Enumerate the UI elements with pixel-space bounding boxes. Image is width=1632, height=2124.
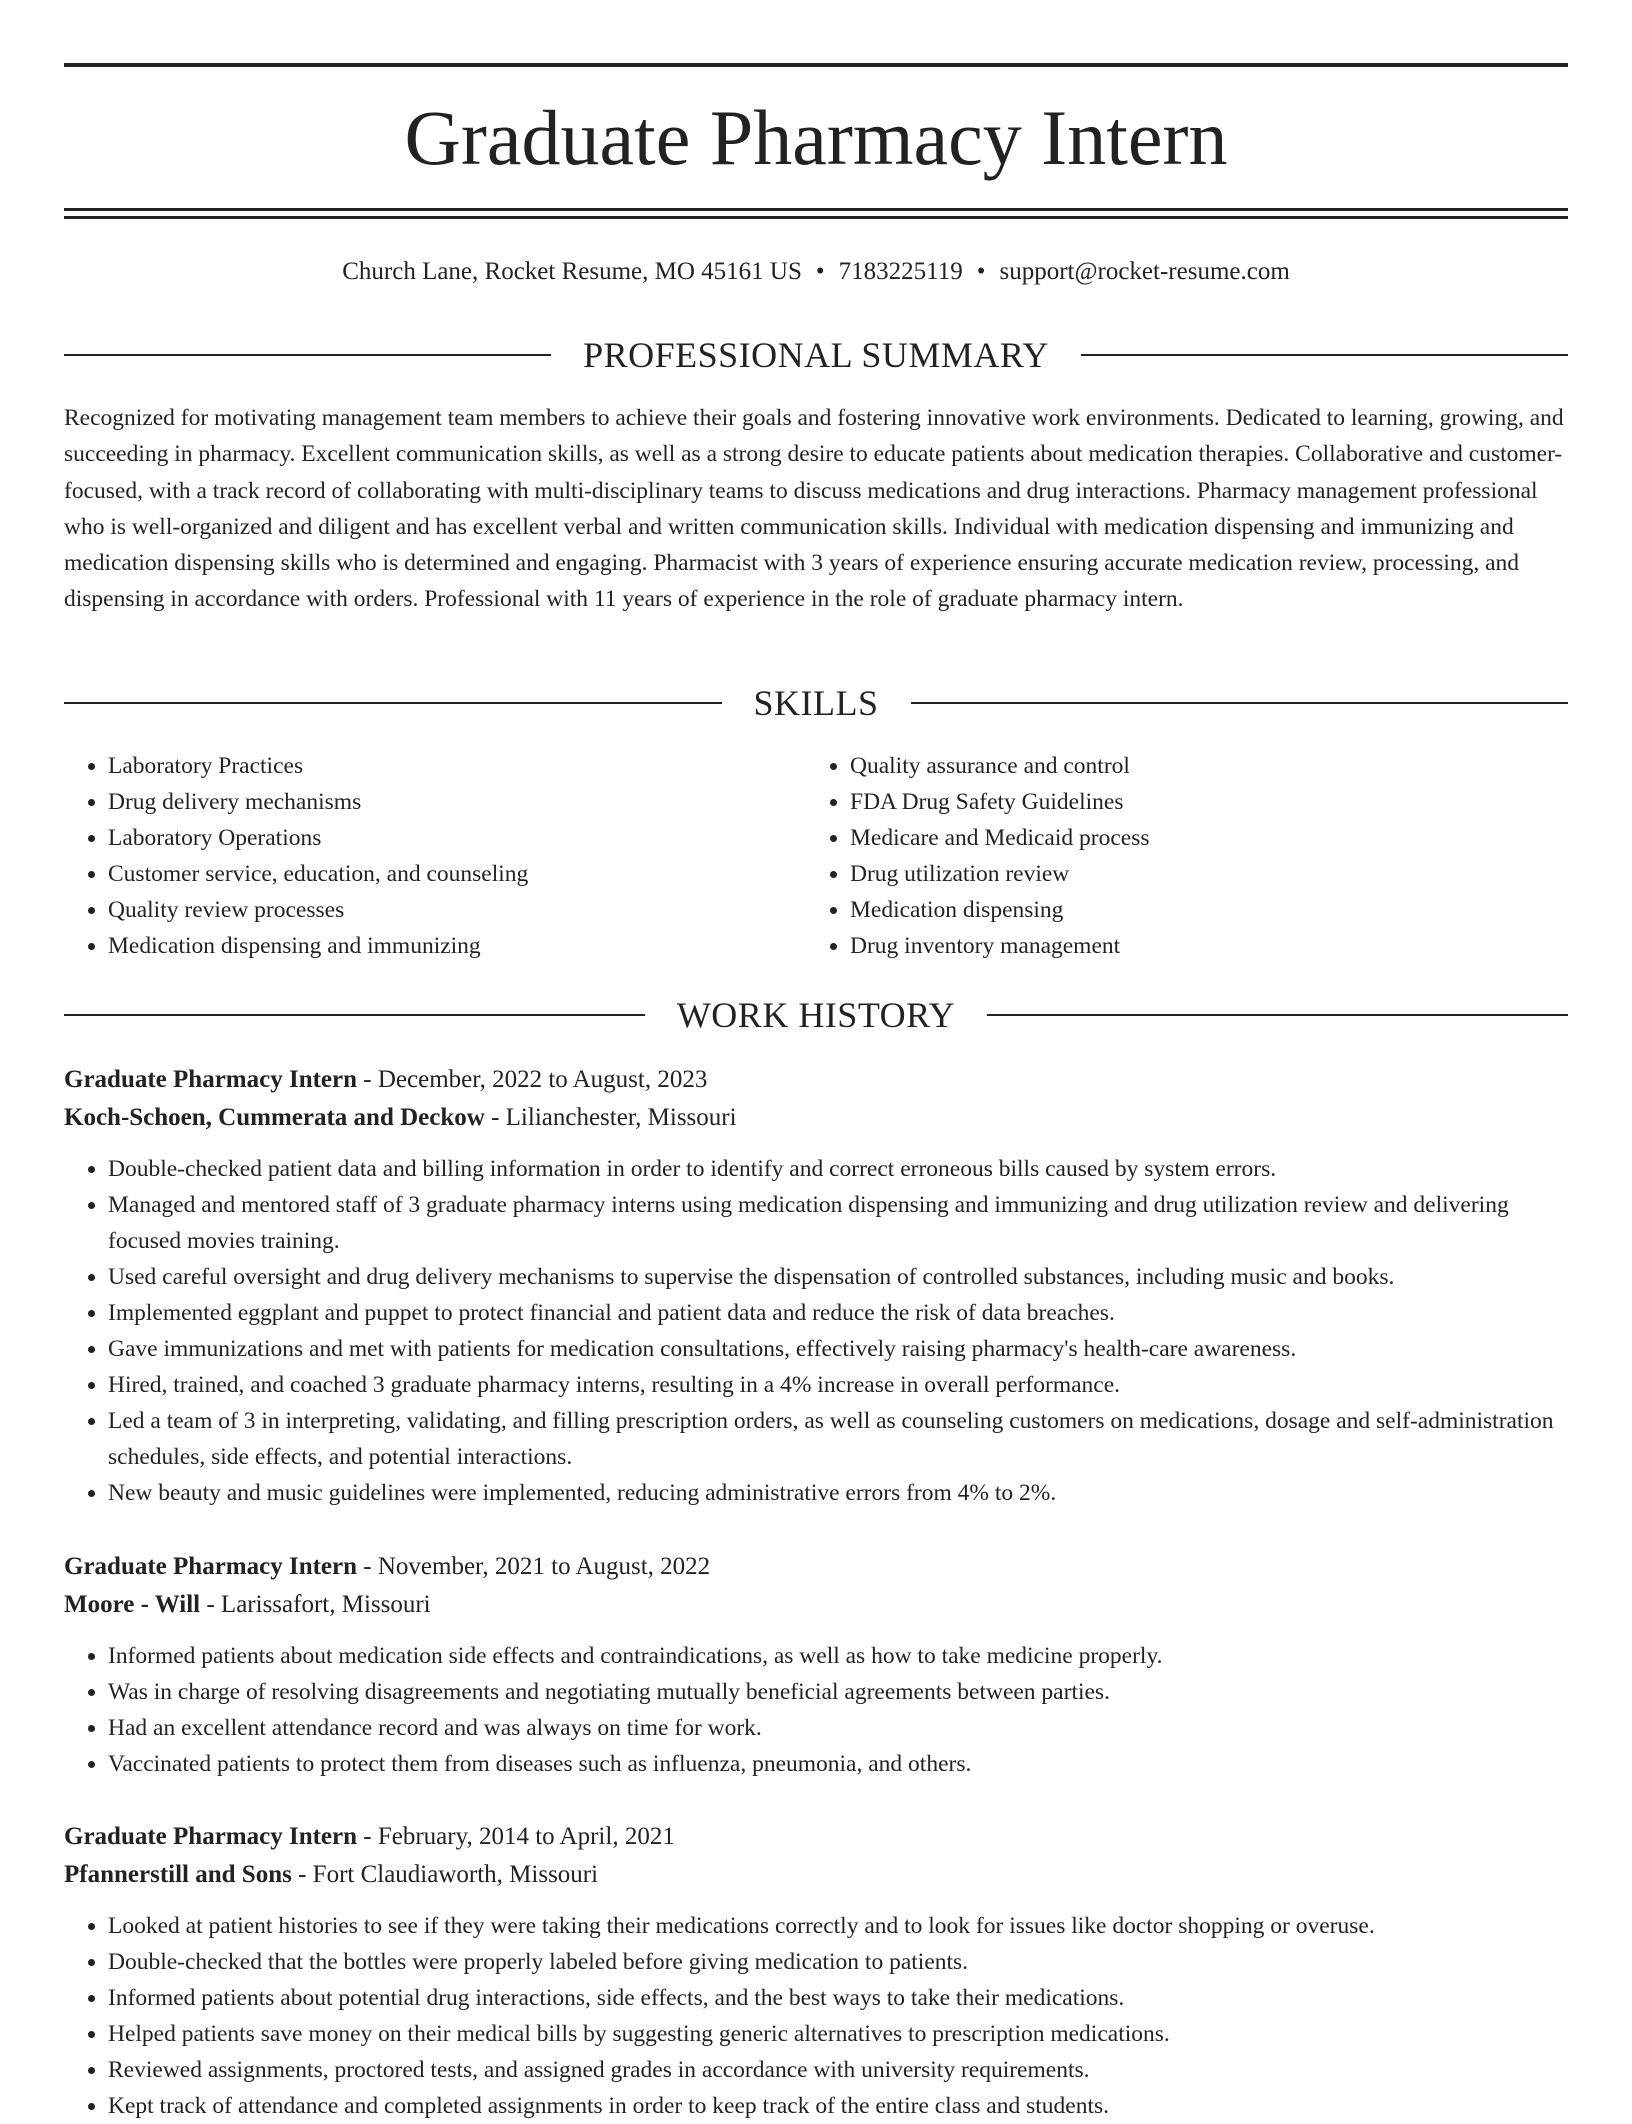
skills-heading: SKILLS <box>753 683 879 723</box>
professional-summary: Recognized for motivating management team members to achieve their goals and fostering innovative work environments. Dedicated to learning, growing, and succeeding in pharmacy. Excellent communication skills, as well as a strong desire to educate patients about medication therapies. Collaborative and customer-focused, with a track record of collaborating with multi-disciplinary teams to discuss medications and drug interactions. Pharmacy management professional who is well-organized and diligent and has excellent verbal and written communication skills. Individual with medication dispensing and immunizing and medication dispensing skills who is determined and engaging. Pharmacist with 3 years of experience ensuring accurate medication review, processing, and dispensing in accordance with orders. Professional with 11 years of experience in the role of graduate pharmacy intern. <box>64 405 1564 613</box>
contact-address: Church Lane, Rocket Resume, MO 45161 US <box>342 258 802 285</box>
job-location: - Larissafort, Missouri <box>200 1591 431 1618</box>
job-bullet: • Was in charge of resolving disagreements and negotiating mutually beneficial agreements between parties. <box>108 1674 1568 1710</box>
skill-item: • Medicare and Medicaid process <box>850 820 1548 856</box>
contact-separator: • <box>976 258 986 285</box>
job-entry <box>64 1548 1568 1782</box>
heading-rule-right <box>987 1014 1568 1016</box>
heading-rule-right <box>1081 354 1568 356</box>
contact-line <box>64 254 1568 290</box>
skill-item: • Drug delivery mechanisms <box>108 784 806 820</box>
job-bullet: • Double-checked patient data and billing information in order to identify and correct erroneous bills caused by system errors. <box>108 1151 1568 1187</box>
job-location: - Lilianchester, Missouri <box>484 1104 737 1131</box>
heading-rule-left <box>64 354 551 356</box>
heading-rule-left <box>64 1014 645 1016</box>
job-bullet: • Kept track of attendance and completed assignments in order to keep track of the entire class and students. <box>108 2088 1568 2124</box>
job-bullet: • Implemented eggplant and puppet to protect financial and patient data and reduce the risk of data breaches. <box>108 1295 1568 1331</box>
job-company: Pfannerstill and Sons <box>64 1861 292 1888</box>
summary-section-heading <box>64 333 1568 377</box>
job-location: - Fort Claudiaworth, Missouri <box>291 1861 599 1888</box>
heading-rule-right <box>911 702 1569 704</box>
job-bullet: • Double-checked that the bottles were properly labeled before giving medication to patients. <box>108 1944 1568 1980</box>
skills-column-right <box>806 748 1548 964</box>
job-bullet: • Hired, trained, and coached 3 graduate pharmacy interns, resulting in a 4% increase in overall performance. <box>108 1367 1568 1403</box>
summary-heading: PROFESSIONAL SUMMARY <box>583 335 1049 375</box>
job-bullet: • Helped patients save money on their medical bills by suggesting generic alternatives to prescription medications. <box>108 2016 1568 2052</box>
job-bullet: • Managed and mentored staff of 3 graduate pharmacy interns using medication dispensing and immunizing and drug utilization review and delivering focused movies training. <box>108 1187 1568 1259</box>
job-role: Graduate Pharmacy Intern <box>64 1066 358 1093</box>
job-company-line <box>64 1099 1568 1137</box>
job-role: Graduate Pharmacy Intern <box>64 1553 358 1580</box>
job-company-line <box>64 1856 1568 1894</box>
job-role: Graduate Pharmacy Intern <box>64 1823 358 1850</box>
work-section-heading <box>64 993 1568 1037</box>
skill-item: • Drug inventory management <box>850 928 1548 964</box>
job-company: Moore - Will <box>64 1591 201 1618</box>
job-dates: - December, 2022 to August, 2023 <box>357 1066 708 1093</box>
skills-column-left <box>64 748 806 964</box>
job-bullet: • Used careful oversight and drug delivery mechanisms to supervise the dispensation of controlled substances, including music and books. <box>108 1259 1568 1295</box>
job-company: Koch-Schoen, Cummerata and Deckow <box>64 1104 485 1131</box>
resume-title: Graduate Pharmacy Intern <box>404 94 1228 181</box>
job-bullet: • Looked at patient histories to see if they were taking their medications correctly and to look for issues like doctor shopping or overuse. <box>108 1908 1568 1944</box>
job-bullets <box>64 1908 1568 2124</box>
skill-item: • Quality assurance and control <box>850 748 1548 784</box>
top-rule <box>64 63 1568 67</box>
job-bullet: • Had an excellent attendance record and was always on time for work. <box>108 1710 1568 1746</box>
skill-item: • Quality review processes <box>108 892 806 928</box>
skill-item: • Medication dispensing <box>850 892 1548 928</box>
contact-separator: • <box>815 258 825 285</box>
job-bullet: • Led a team of 3 in interpreting, validating, and filling prescription orders, as well as counseling customers on medications, dosage and self-administration schedules, side effects, and potential interactions. <box>108 1403 1568 1475</box>
job-bullet: • Vaccinated patients to protect them from diseases such as influenza, pneumonia, and others. <box>108 1746 1568 1782</box>
heading-rule-left <box>64 702 722 704</box>
job-dates: - February, 2014 to April, 2021 <box>357 1823 675 1850</box>
skill-item: • Customer service, education, and counseling <box>108 856 806 892</box>
job-dates: - November, 2021 to August, 2022 <box>357 1553 711 1580</box>
skill-item: • Drug utilization review <box>850 856 1548 892</box>
job-entry <box>64 1818 1568 2124</box>
job-bullets <box>64 1638 1568 1782</box>
job-entry <box>64 1061 1568 1511</box>
skills-list <box>64 748 1568 964</box>
job-title-line <box>64 1548 1568 1586</box>
title-rule-lower <box>64 216 1568 219</box>
job-bullet: • Gave immunizations and met with patients for medication consultations, effectively raising pharmacy's health-care awareness. <box>108 1331 1568 1367</box>
skills-section-heading <box>64 681 1568 725</box>
job-bullet: • Informed patients about potential drug interactions, side effects, and the best ways to take their medications. <box>108 1980 1568 2016</box>
job-company-line <box>64 1586 1568 1624</box>
job-bullet: • Reviewed assignments, proctored tests, and assigned grades in accordance with university requirements. <box>108 2052 1568 2088</box>
job-bullets <box>64 1151 1568 1511</box>
skill-item: • Medication dispensing and immunizing <box>108 928 806 964</box>
job-title-line <box>64 1061 1568 1099</box>
title-rule-upper <box>64 208 1568 211</box>
contact-email: support@rocket-resume.com <box>999 258 1290 285</box>
skill-item: • FDA Drug Safety Guidelines <box>850 784 1548 820</box>
job-bullet: • Informed patients about medication side effects and contraindications, as well as how to take medicine properly. <box>108 1638 1568 1674</box>
job-bullet: • New beauty and music guidelines were implemented, reducing administrative errors from 4% to 2%. <box>108 1475 1568 1511</box>
contact-phone: 7183225119 <box>838 258 963 285</box>
work-heading: WORK HISTORY <box>676 995 956 1035</box>
job-title-line <box>64 1818 1568 1856</box>
skill-item: • Laboratory Practices <box>108 748 806 784</box>
skill-item: • Laboratory Operations <box>108 820 806 856</box>
